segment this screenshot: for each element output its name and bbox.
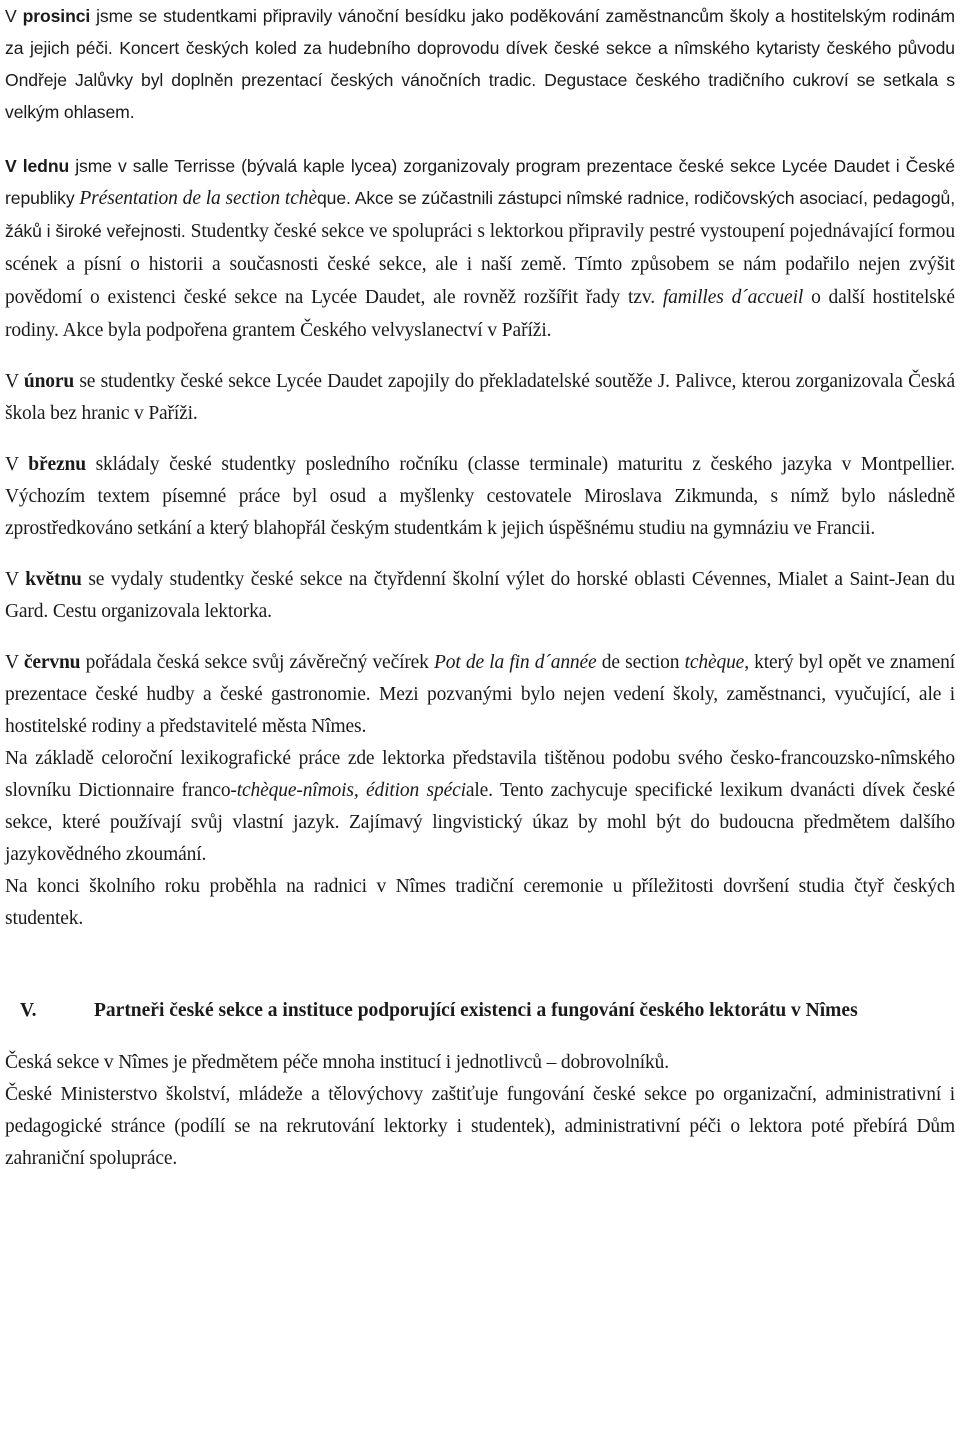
section-title: Partneři české sekce a instituce podporující existenci a fungování českého lektorátu v Nîmes	[94, 1000, 858, 1021]
italic-term: Présentation de la section tchè	[79, 188, 317, 209]
month-label-march: březnu	[28, 454, 86, 475]
text-segment: Na základě celoroční lexikografické práce zde lektorka představila tištěnou podobu svého česko-francouzsko-nîmského slovníku Dictionnaire franco-	[5, 748, 955, 801]
paragraph-december	[5, 0, 955, 128]
italic-term: tchèque-nîmois, édition spéci	[236, 780, 466, 801]
text-segment: V	[5, 569, 26, 590]
month-label-december: prosinci	[22, 6, 91, 26]
text-segment: skládaly české studentky posledního ročníku (classe terminale) maturitu z českého jazyka v Montpellier. Výchozím textem písemné práce byl osud a myšlenky cestovatele Miroslava Zikmunda, s nímž bylo následně zprostředkováno setkání a který blahopřál českým studentkám k jejich úspěšnému studiu na gymnáziu ve Francii.	[5, 454, 955, 539]
paragraph-dictionary	[5, 743, 955, 871]
text-segment: jsme se studentkami připravily vánoční besídku jako poděkování zaměstnancům školy a hostitelským rodinám za jejich péči. Koncert českých koled za hudebního doprovodu dívek české sekce a nîmského kytaristy českého původu Ondřeje Jalůvky byl doplněn prezentací českých vánočních tradic. Degustace českého tradičního cukroví se setkala s velkým ohlasem.	[5, 6, 955, 122]
text-segment: , který byl opět ve znamení prezentace české hudby a české gastronomie. Mezi pozvanými bylo nejen vedení školy, zaměstnanci, vyučující, ale i hostitelské rodiny a představitelé města Nîmes.	[5, 652, 956, 737]
document-page	[5, 0, 955, 1175]
section-number: V.	[20, 1000, 37, 1021]
paragraph-march	[5, 449, 955, 545]
text-segment: Česká sekce v Nîmes je předmětem péče mnoha institucí i jednotlivců – dobrovolníků.	[5, 1052, 669, 1073]
text-segment: de section	[596, 652, 685, 673]
text-segment: jsme v salle Terrisse (bývalá kaple lycea) zorganizovaly program prezentace české sekce Lycée Daudet i České republiky	[5, 156, 955, 208]
paragraph-ministry	[5, 1079, 955, 1175]
text-segment: V	[5, 454, 29, 475]
paragraph-february	[5, 366, 955, 430]
section-heading	[5, 995, 955, 1027]
paragraph-may	[5, 564, 955, 628]
month-label-may: květnu	[25, 569, 82, 590]
month-label-january: V lednu	[5, 156, 70, 176]
text-segment: Studentky české sekce ve spolupráci s lektorkou připravily pestré vystoupení pojednávající formou scének a písní o historii a současnosti české sekce, ale i naší země. Tímto způsobem se nám podařilo nejen zvýšit povědomí o existenci české sekce na Lycée Daudet, ale rovněž rozšířit řady tzv.	[5, 221, 955, 308]
text-segment: que. Akce se zúčastnili zástupci nîmské radnice, rodičovských asociací, pedagogů, žáků i široké veřejnosti.	[5, 188, 955, 241]
text-segment: se studentky české sekce Lycée Daudet zapojily do překladatelské soutěže J. Palivce, kterou zorganizovala Česká škola bez hranic v Paříži.	[5, 371, 955, 424]
italic-term: tchèque	[684, 652, 745, 673]
text-segment: o další hostitelské rodiny. Akce byla podpořena grantem Českého velvyslanectví v Paříži.	[5, 287, 955, 341]
text-segment: V	[5, 652, 24, 673]
paragraph-june	[5, 647, 955, 743]
italic-term: Pot de la fin d´année	[434, 652, 597, 673]
text-segment: V	[5, 371, 24, 392]
month-label-february: únoru	[23, 371, 75, 392]
italic-term: familles d´accueil	[662, 287, 804, 308]
month-label-june: červnu	[23, 652, 81, 673]
text-segment: pořádala česká sekce svůj závěrečný večírek	[80, 652, 435, 673]
paragraph-partners-intro	[5, 1047, 955, 1079]
text-segment: V	[5, 6, 23, 26]
text-segment: Na konci školního roku proběhla na radnici v Nîmes tradiční ceremonie u příležitosti dovršení studia čtyř českých studentek.	[5, 876, 955, 929]
text-segment: se vydaly studentky české sekce na čtyřdenní školní výlet do horské oblasti Cévennes, Mialet a Saint-Jean du Gard. Cestu organizovala lektorka.	[5, 569, 955, 622]
text-segment: ale. Tento zachycuje specifické lexikum dvanácti dívek české sekce, které používají svůj vlastní jazyk. Zajímavý lingvistický úkaz by mohl být do budoucna předmětem dalšího jazykovědného zkoumání.	[5, 780, 956, 865]
text-segment: České Ministerstvo školství, mládeže a tělovýchovy zaštiťuje fungování české sekce po organizační, administrativní i pedagogické stránce (podílí se na rekrutování lektorky i studentek), administrativní péči o lektora poté přebírá Dům zahraniční spolupráce.	[5, 1084, 955, 1169]
paragraph-ceremony	[5, 871, 955, 935]
paragraph-january	[5, 150, 955, 347]
